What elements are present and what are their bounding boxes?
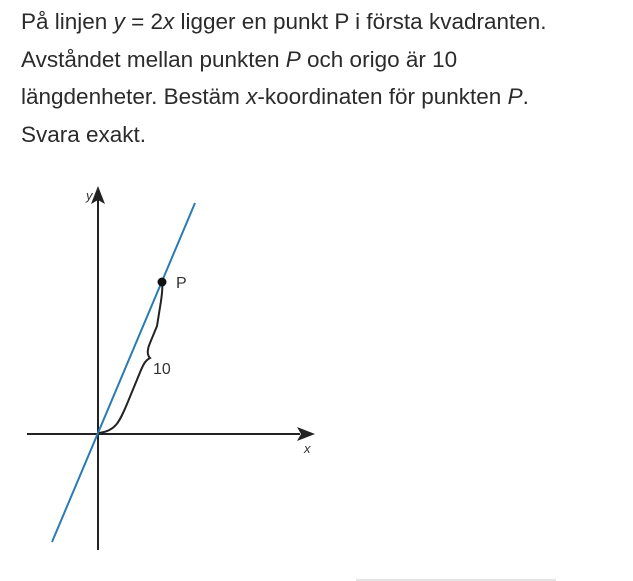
line-y-equals-2x	[52, 203, 195, 542]
point-p-label: P	[176, 275, 187, 292]
problem-line-3: längdenheter. Bestäm x-koordinaten för punkten P.	[21, 84, 529, 109]
distance-label: 10	[153, 361, 171, 378]
x-axis-label: x	[304, 441, 311, 456]
y-axis-label: y	[86, 188, 93, 203]
problem-line-1: På linjen y = 2x ligger en punkt P i första kvadranten.	[21, 9, 547, 34]
point-p-marker	[158, 278, 167, 287]
problem-line-2: Avståndet mellan punkten P och origo är 10	[21, 46, 458, 72]
problem-line-4: Svara exakt.	[21, 121, 147, 147]
